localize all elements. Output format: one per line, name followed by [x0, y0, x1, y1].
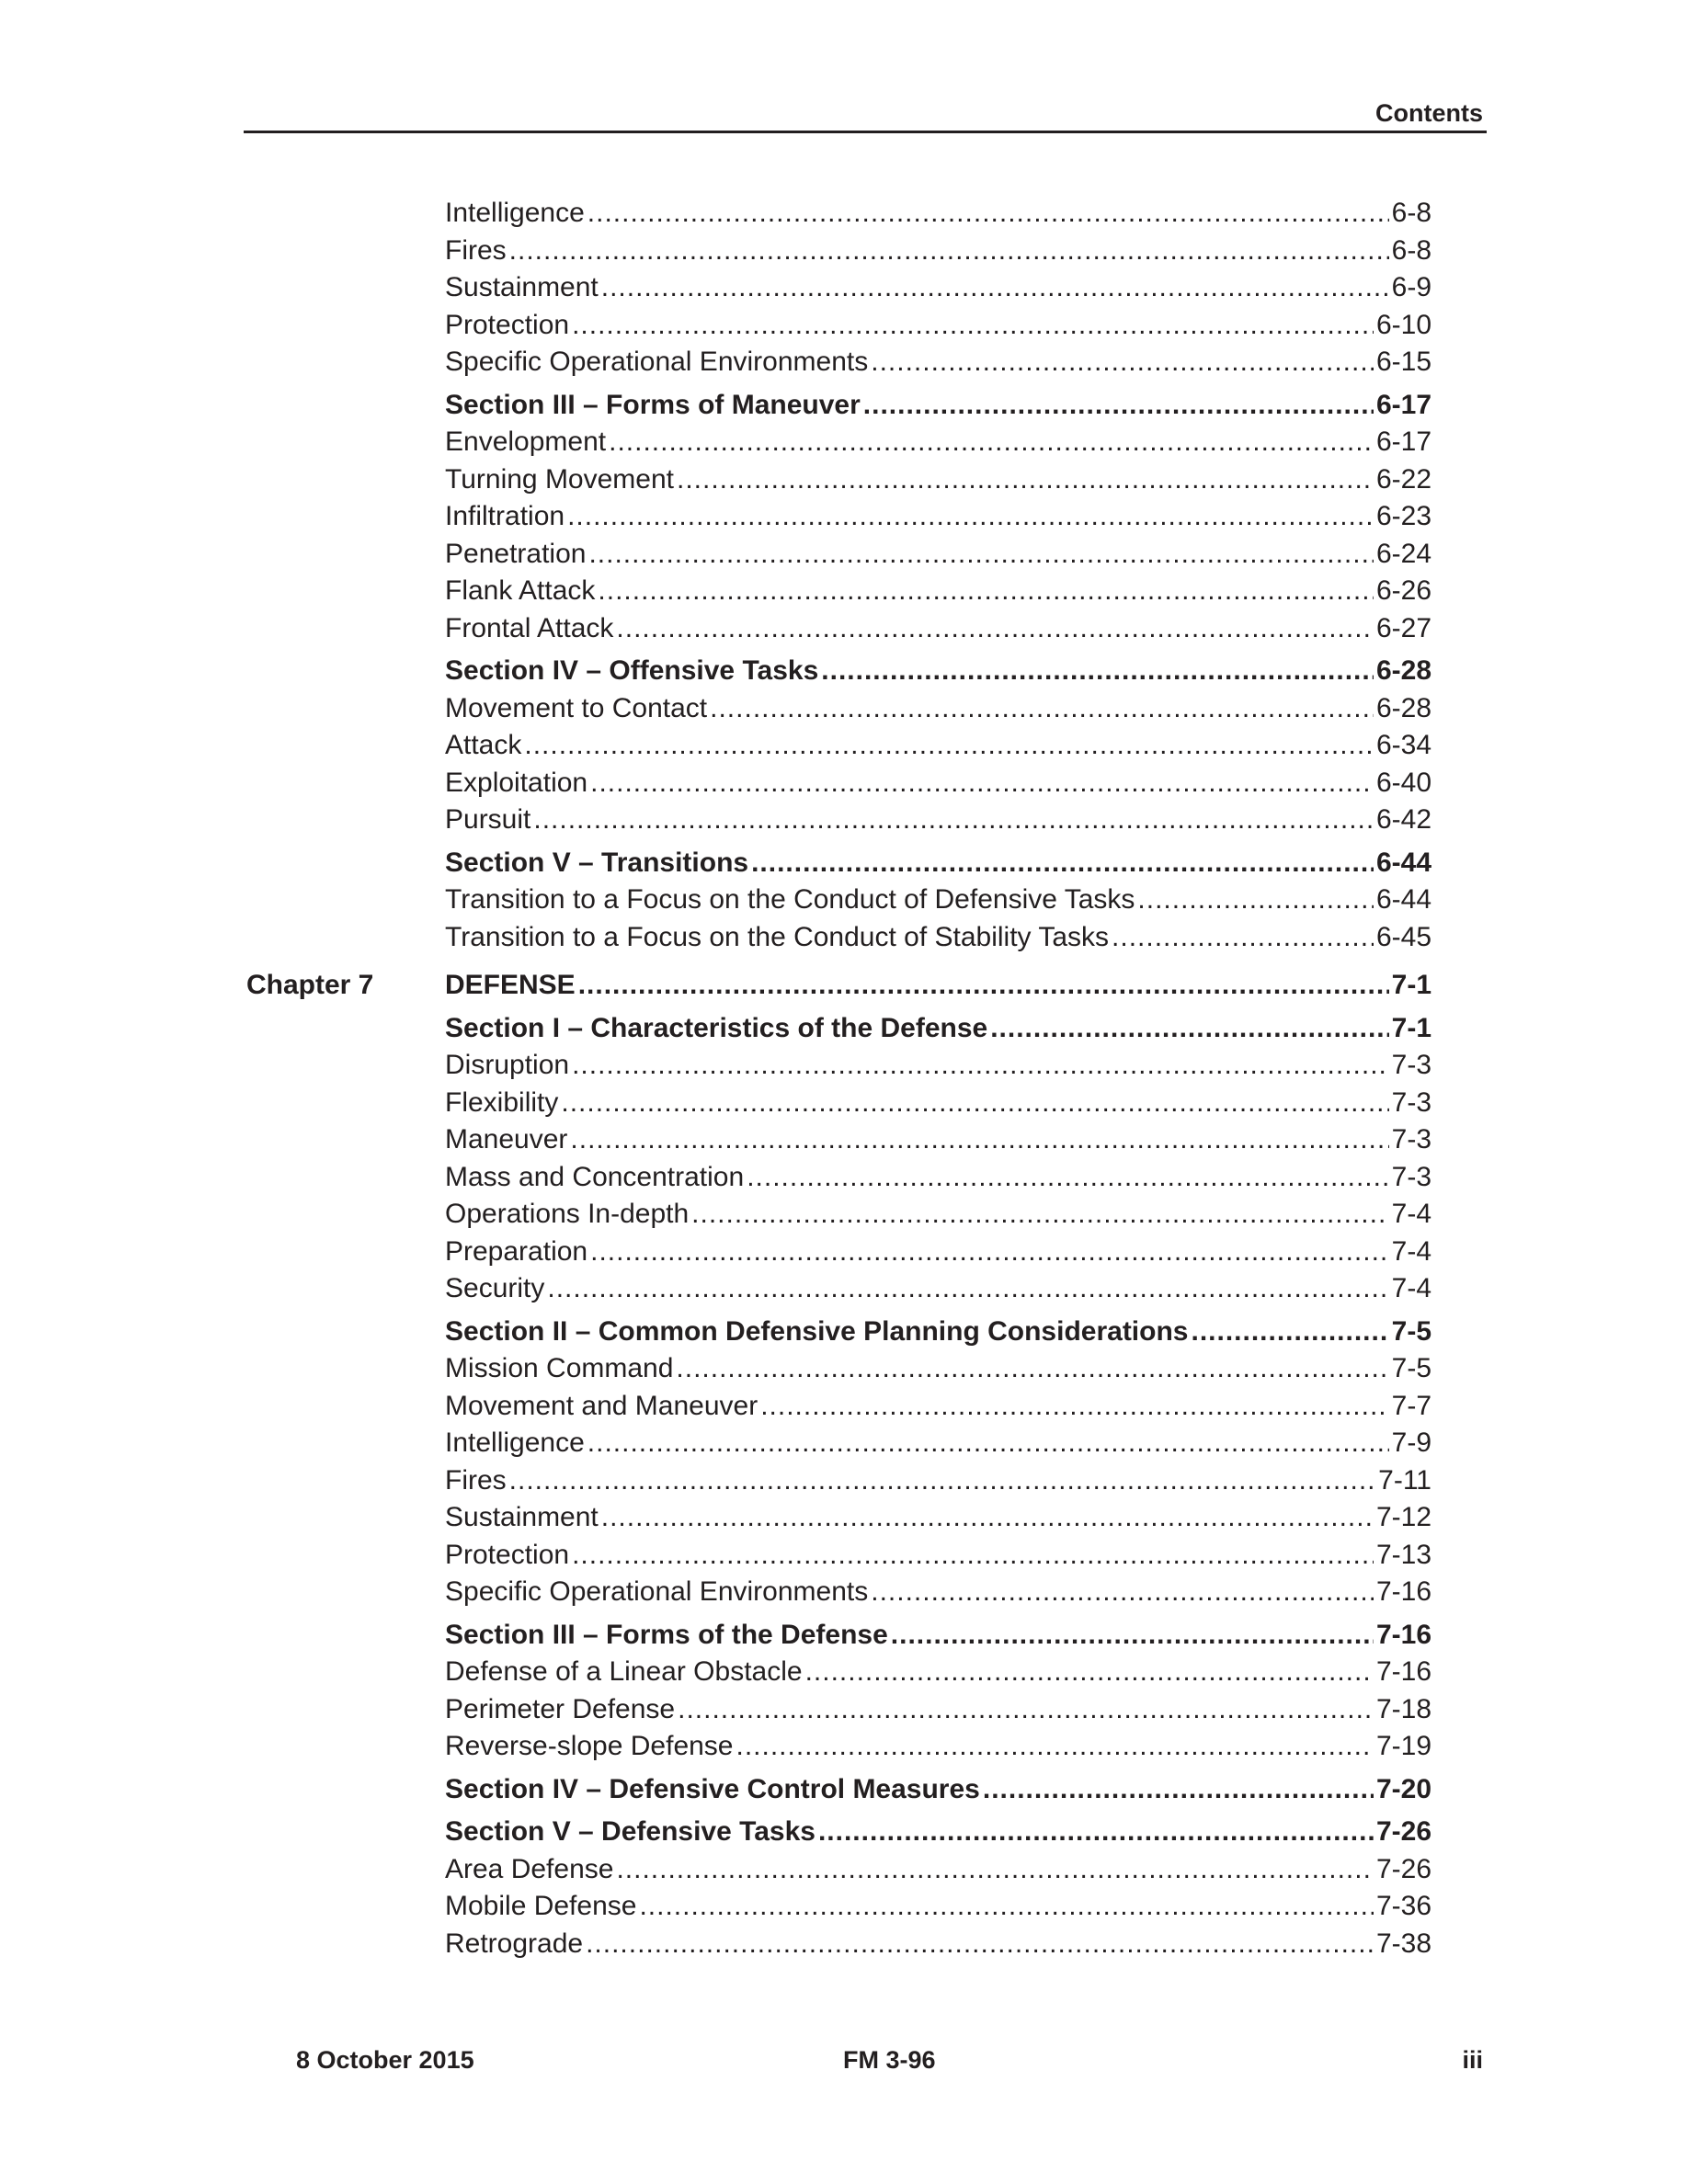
toc-entry-title: Maneuver	[445, 1124, 568, 1155]
toc-row	[0, 1728, 1688, 1766]
toc-entry-title: Fires	[445, 1464, 507, 1496]
toc-row	[0, 1234, 1688, 1271]
toc-entry	[445, 1814, 1431, 1850]
toc-entry-title: Reverse-slope Defense	[445, 1731, 734, 1761]
toc-entry	[445, 1234, 1431, 1270]
toc-entry-page: 6-45	[1375, 921, 1431, 952]
toc-entry-page: 6-44	[1375, 884, 1431, 915]
toc-entry-title: Section III – Forms of the Defense	[445, 1619, 888, 1650]
toc-entry-title: Flank Attack	[445, 575, 596, 606]
toc-row	[0, 1047, 1688, 1085]
toc-row	[0, 424, 1688, 461]
toc-section-row	[0, 653, 1688, 690]
dot-leader	[990, 1010, 1388, 1047]
toc-entry	[445, 1462, 1431, 1499]
toc-entry-title: Flexibility	[445, 1086, 559, 1118]
dot-leader	[509, 233, 1389, 269]
footer-page-number: iii	[1462, 2046, 1483, 2074]
toc-entry-page: 7-1	[1391, 970, 1431, 1000]
toc-entry	[445, 1691, 1431, 1728]
toc-row	[0, 1888, 1688, 1926]
dot-leader	[533, 802, 1374, 838]
toc-row	[0, 1350, 1688, 1388]
toc-entry-title: Section I – Characteristics of the Defense	[445, 1012, 988, 1043]
toc-entry-title: Retrograde	[445, 1928, 584, 1959]
toc-row	[0, 1574, 1688, 1611]
dot-leader	[676, 1350, 1388, 1387]
toc-entry	[445, 919, 1431, 956]
toc-entry-title: Transition to a Focus on the Conduct of Defensive Tasks	[445, 884, 1135, 915]
header-rule	[244, 131, 1487, 133]
toc-entry-page: 6-40	[1375, 767, 1431, 798]
toc-entry	[445, 845, 1431, 882]
dot-leader	[509, 1462, 1376, 1499]
dot-leader	[590, 1234, 1389, 1270]
toc-entry-title: Penetration	[445, 538, 587, 569]
toc-entry-page: 7-3	[1391, 1086, 1431, 1118]
toc-entry-title: Intelligence	[445, 1428, 585, 1458]
dot-leader	[751, 845, 1374, 882]
toc-entry-page: 6-34	[1375, 730, 1431, 760]
dot-leader	[1191, 1314, 1388, 1350]
toc-entry	[445, 344, 1431, 381]
toc-entry-page: 7-7	[1391, 1390, 1431, 1421]
dot-leader	[578, 967, 1389, 1004]
toc-entry	[445, 387, 1431, 424]
toc-row	[0, 1388, 1688, 1426]
toc-entry	[445, 269, 1431, 306]
toc-entry	[445, 967, 1431, 1004]
toc-entry-title: Sustainment	[445, 1502, 599, 1532]
toc-entry-page: 7-3	[1391, 1124, 1431, 1155]
dot-leader	[1112, 919, 1374, 956]
toc-entry-page: 7-9	[1391, 1428, 1431, 1458]
toc-row	[0, 1691, 1688, 1729]
toc-row	[0, 610, 1688, 648]
table-of-contents	[0, 195, 1688, 1962]
dot-leader	[588, 536, 1374, 573]
dot-leader	[609, 424, 1374, 461]
toc-entry	[445, 1085, 1431, 1121]
toc-entry	[445, 882, 1431, 918]
dot-leader	[547, 1270, 1388, 1307]
toc-entry	[445, 233, 1431, 269]
toc-entry-page: 6-15	[1375, 347, 1431, 377]
dot-leader	[570, 1121, 1388, 1158]
toc-entry-title: Infiltration	[445, 501, 565, 531]
toc-entry	[445, 1926, 1431, 1962]
toc-entry-title: Protection	[445, 309, 570, 340]
toc-entry	[445, 765, 1431, 802]
dot-leader	[821, 653, 1374, 689]
toc-section-row	[0, 845, 1688, 882]
toc-entry	[445, 1888, 1431, 1925]
toc-entry-title: Security	[445, 1273, 545, 1303]
dot-leader	[590, 765, 1374, 802]
toc-entry-page: 7-38	[1375, 1928, 1431, 1959]
toc-entry-page: 6-17	[1375, 389, 1431, 420]
toc-row	[0, 1499, 1688, 1537]
toc-entry	[445, 1617, 1431, 1654]
toc-entry-page: 7-5	[1391, 1315, 1431, 1347]
toc-entry	[445, 1654, 1431, 1690]
toc-entry-title: Mass and Concentration	[445, 1161, 745, 1192]
toc-entry-title: Mobile Defense	[445, 1891, 637, 1921]
toc-entry-title: DEFENSE	[445, 970, 576, 1000]
toc-section-row	[0, 1771, 1688, 1809]
toc-entry	[445, 1350, 1431, 1387]
dot-leader	[736, 1728, 1374, 1765]
toc-entry	[445, 1425, 1431, 1462]
toc-entry-page: 7-26	[1375, 1816, 1431, 1847]
toc-entry-page: 6-8	[1391, 198, 1431, 228]
toc-entry-title: Frontal Attack	[445, 612, 614, 643]
dot-leader	[871, 1574, 1374, 1610]
dot-leader	[983, 1771, 1374, 1808]
toc-entry	[445, 536, 1431, 573]
toc-entry-page: 7-4	[1391, 1235, 1431, 1267]
toc-entry-page: 6-9	[1391, 272, 1431, 302]
dot-leader	[871, 344, 1374, 381]
toc-entry-title: Movement and Maneuver	[445, 1390, 758, 1421]
toc-entry-page: 6-42	[1375, 804, 1431, 835]
toc-entry-page: 7-36	[1375, 1891, 1431, 1921]
toc-entry-title: Fires	[445, 234, 507, 266]
toc-entry	[445, 1574, 1431, 1610]
dot-leader	[818, 1814, 1374, 1850]
dot-leader	[598, 573, 1374, 609]
footer-date: 8 October 2015	[296, 2046, 474, 2074]
toc-row	[0, 1926, 1688, 1963]
toc-entry	[445, 1851, 1431, 1888]
toc-entry-title: Preparation	[445, 1235, 588, 1267]
dot-leader	[677, 461, 1374, 498]
toc-entry-page: 7-5	[1391, 1353, 1431, 1383]
toc-row	[0, 1159, 1688, 1197]
toc-entry-page: 7-12	[1375, 1502, 1431, 1532]
dot-leader	[587, 1425, 1389, 1462]
toc-section-row	[0, 1010, 1688, 1048]
toc-entry-title: Section II – Common Defensive Planning Considerations	[445, 1315, 1189, 1347]
toc-entry	[445, 195, 1431, 232]
running-header-title: Contents	[1375, 99, 1483, 127]
toc-entry-title: Specific Operational Environments	[445, 1576, 869, 1607]
toc-entry-page: 6-27	[1375, 612, 1431, 643]
toc-entry-page: 7-26	[1375, 1853, 1431, 1884]
toc-entry-page: 7-19	[1375, 1731, 1431, 1761]
toc-row	[0, 536, 1688, 574]
toc-entry-title: Protection	[445, 1539, 570, 1570]
toc-entry-page: 6-8	[1391, 234, 1431, 266]
dot-leader	[567, 498, 1374, 535]
toc-row	[0, 1270, 1688, 1308]
toc-entry-page: 6-44	[1375, 847, 1431, 878]
toc-row	[0, 1085, 1688, 1122]
toc-entry	[445, 1010, 1431, 1047]
dot-leader	[639, 1888, 1374, 1925]
dot-leader	[1137, 882, 1374, 918]
toc-row	[0, 882, 1688, 919]
dot-leader	[601, 1499, 1374, 1536]
dot-leader	[691, 1196, 1388, 1233]
toc-entry	[445, 1771, 1431, 1808]
dot-leader	[760, 1388, 1388, 1425]
toc-row	[0, 1537, 1688, 1575]
toc-row	[0, 690, 1688, 728]
toc-entry	[445, 1196, 1431, 1233]
toc-row	[0, 919, 1688, 957]
toc-entry-page: 6-17	[1375, 427, 1431, 457]
toc-entry-title: Exploitation	[445, 767, 588, 798]
dot-leader	[863, 387, 1374, 424]
toc-entry-title: Attack	[445, 730, 522, 760]
toc-entry-page: 7-1	[1391, 1012, 1431, 1043]
toc-row	[0, 461, 1688, 499]
toc-entry-title: Sustainment	[445, 272, 599, 302]
toc-entry	[445, 1499, 1431, 1536]
toc-entry-title: Section V – Defensive Tasks	[445, 1816, 815, 1847]
dot-leader	[710, 690, 1374, 727]
dot-leader	[587, 195, 1389, 232]
dot-leader	[572, 1047, 1389, 1084]
toc-row	[0, 1196, 1688, 1234]
toc-entry	[445, 610, 1431, 647]
dot-leader	[572, 307, 1374, 344]
dot-leader	[586, 1926, 1374, 1962]
toc-entry-page: 6-28	[1375, 692, 1431, 723]
toc-entry-page: 7-3	[1391, 1050, 1431, 1080]
toc-entry-title: Specific Operational Environments	[445, 347, 869, 377]
toc-row	[0, 727, 1688, 765]
dot-leader	[524, 727, 1374, 764]
toc-entry	[445, 1314, 1431, 1350]
toc-entry-title: Disruption	[445, 1050, 570, 1080]
toc-entry	[445, 1121, 1431, 1158]
toc-section-row	[0, 1314, 1688, 1351]
toc-chapter-label: Chapter 7	[246, 970, 374, 1000]
toc-row	[0, 1121, 1688, 1159]
toc-entry	[445, 307, 1431, 344]
toc-row	[0, 1425, 1688, 1462]
dot-leader	[805, 1654, 1374, 1690]
toc-entry-title: Envelopment	[445, 427, 607, 457]
toc-entry	[445, 498, 1431, 535]
footer-document-id: FM 3-96	[843, 2046, 936, 2074]
toc-row	[0, 498, 1688, 536]
toc-entry	[445, 1159, 1431, 1196]
toc-entry	[445, 1047, 1431, 1084]
toc-entry-page: 6-10	[1375, 309, 1431, 340]
dot-leader	[572, 1537, 1374, 1574]
toc-entry-title: Section IV – Defensive Control Measures	[445, 1773, 980, 1804]
toc-entry-title: Section III – Forms of Maneuver	[445, 389, 861, 420]
toc-entry-page: 7-16	[1375, 1576, 1431, 1607]
toc-entry	[445, 1728, 1431, 1765]
toc-entry-title: Operations In-depth	[445, 1199, 690, 1229]
toc-entry-page: 7-4	[1391, 1273, 1431, 1303]
toc-section-row	[0, 1617, 1688, 1655]
toc-entry-title: Section IV – Offensive Tasks	[445, 655, 819, 686]
toc-row	[0, 1654, 1688, 1691]
toc-entry	[445, 461, 1431, 498]
toc-section-row	[0, 387, 1688, 425]
toc-entry-page: 6-22	[1375, 463, 1431, 495]
toc-entry	[445, 424, 1431, 461]
toc-entry-page: 6-26	[1375, 575, 1431, 606]
dot-leader	[891, 1617, 1374, 1654]
dot-leader	[747, 1159, 1388, 1196]
toc-entry-page: 6-23	[1375, 501, 1431, 531]
toc-entry	[445, 573, 1431, 609]
toc-entry-title: Area Defense	[445, 1853, 614, 1884]
toc-entry	[445, 1388, 1431, 1425]
toc-entry	[445, 1537, 1431, 1574]
toc-entry	[445, 653, 1431, 689]
toc-entry-page: 7-16	[1375, 1656, 1431, 1687]
toc-entry-page: 7-16	[1375, 1619, 1431, 1650]
dot-leader	[616, 610, 1374, 647]
toc-chapter-row	[0, 967, 1688, 1005]
toc-section-row	[0, 1814, 1688, 1851]
toc-row	[0, 573, 1688, 610]
toc-entry-title: Movement to Contact	[445, 692, 708, 723]
toc-row	[0, 1851, 1688, 1889]
toc-entry-page: 7-11	[1378, 1464, 1431, 1496]
toc-row	[0, 269, 1688, 307]
toc-entry-page: 7-20	[1375, 1773, 1431, 1804]
dot-leader	[678, 1691, 1374, 1728]
toc-entry-title: Perimeter Defense	[445, 1693, 676, 1724]
toc-entry	[445, 727, 1431, 764]
toc-entry-title: Mission Command	[445, 1353, 674, 1383]
toc-entry-page: 7-13	[1375, 1539, 1431, 1570]
dot-leader	[601, 269, 1389, 306]
toc-row	[0, 765, 1688, 802]
toc-entry	[445, 690, 1431, 727]
toc-entry-title: Turning Movement	[445, 463, 674, 495]
dot-leader	[561, 1085, 1388, 1121]
toc-entry	[445, 1270, 1431, 1307]
toc-entry	[445, 802, 1431, 838]
dot-leader	[616, 1851, 1374, 1888]
toc-row	[0, 233, 1688, 270]
toc-entry-title: Pursuit	[445, 804, 531, 835]
toc-row	[0, 802, 1688, 839]
toc-entry-page: 7-3	[1391, 1161, 1431, 1192]
toc-entry-page: 6-28	[1375, 655, 1431, 686]
toc-entry-page: 6-24	[1375, 538, 1431, 569]
toc-row	[0, 1462, 1688, 1500]
toc-row	[0, 307, 1688, 345]
toc-entry-title: Section V – Transitions	[445, 847, 749, 878]
toc-entry-title: Defense of a Linear Obstacle	[445, 1656, 803, 1687]
toc-row	[0, 195, 1688, 233]
toc-entry-title: Transition to a Focus on the Conduct of Stability Tasks	[445, 921, 1110, 952]
toc-row	[0, 344, 1688, 381]
toc-entry-page: 7-4	[1391, 1199, 1431, 1229]
toc-entry-page: 7-18	[1375, 1693, 1431, 1724]
toc-entry-title: Intelligence	[445, 198, 585, 228]
